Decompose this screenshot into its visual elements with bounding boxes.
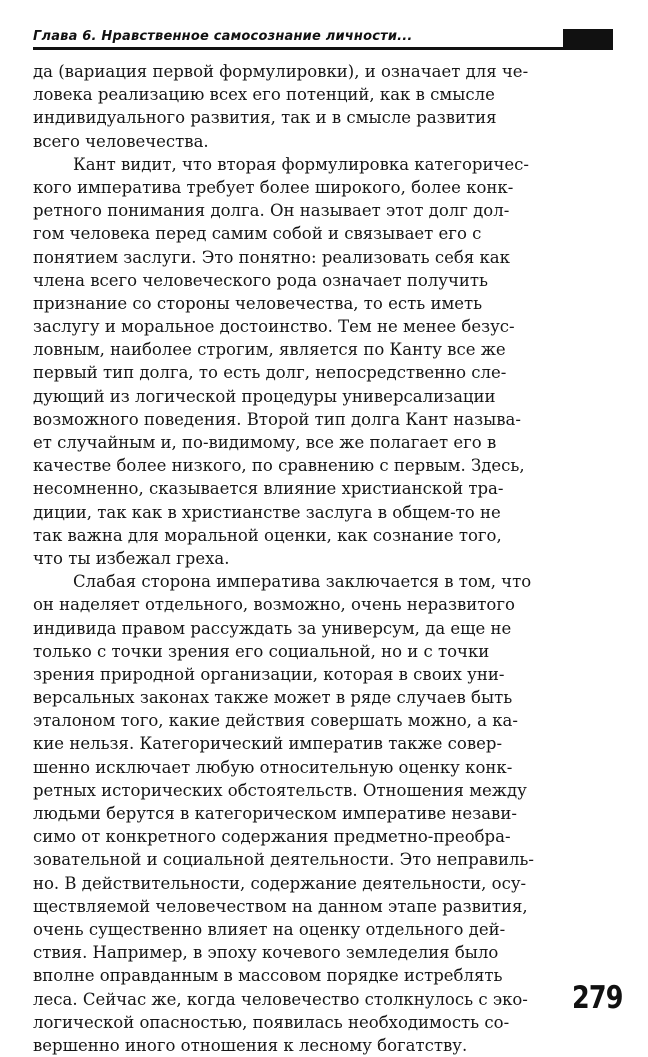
paragraph-first-line: Кант видит, что вторая формулировка категоричес- [73, 154, 529, 174]
text-line: ловным, наиболее строгим, является по Канту все же [33, 340, 506, 360]
text-line: зовательной и социальной деятельности. Это неправиль- [33, 850, 534, 870]
text-line: кие нельзя. Категорический императив также совер- [33, 734, 503, 754]
text-line: логической опасностью, появилась необходимость со- [33, 1012, 510, 1032]
text-line: кого императива требует более широкого, более конк- [33, 177, 514, 197]
text-line: понятием заслуги. Это понятно: реализовать себя как [33, 247, 510, 267]
text-line: возможного поведения. Второй тип долга Кант называ- [33, 409, 521, 429]
paragraph-first-line: Слабая сторона императива заключается в том, что [73, 572, 532, 592]
text-line: несомненно, сказывается влияние христианской тра- [33, 479, 504, 499]
text-line: ретных исторических обстоятельств. Отношения между [33, 780, 527, 800]
text-line: ретного понимания долга. Он называет этот долг дол- [33, 201, 510, 221]
text-line: очень существенно влияет на оценку отдельного дей- [33, 919, 506, 939]
text-line: члена всего человеческого рода означает получить [33, 270, 489, 290]
text-line: да (вариация первой формулировки), и означает для че- [33, 62, 529, 81]
header-rule [33, 47, 613, 50]
text-line: диции, так как в христианстве заслуга в общем-то не [33, 502, 501, 522]
text-line: индивида правом рассуждать за универсум, да еще не [33, 618, 512, 638]
text-line: людьми берутся в категорическом императиве незави- [33, 804, 517, 823]
text-line: вершенно иного отношения к лесному богатству. [33, 1035, 468, 1055]
text-line: эталоном того, какие действия совершать можно, а ка- [33, 711, 518, 731]
text-line: только с точки зрения его социальной, но и с точки [33, 641, 490, 661]
text-line: ловека реализацию всех его потенций, как в смысле [33, 85, 495, 105]
text-line: качестве более низкого, по сравнению с первым. Здесь, [33, 456, 525, 476]
text-line: версальных законах также может в ряде случаев быть [33, 688, 513, 708]
running-header [33, 26, 613, 50]
text-line: симо от конкретного содержания предметно-преобра- [33, 827, 511, 847]
text-line: что ты избежал греха. [33, 548, 230, 568]
text-line: признание со стороны человечества, то есть иметь [33, 293, 483, 313]
page-number: 279 [572, 980, 623, 1016]
text-line: он наделяет отдельного, возможно, очень неразвитого [33, 595, 515, 615]
running-title: Глава 6. Нравственное самосознание личности... [33, 29, 413, 44]
text-line: первый тип долга, то есть долг, непосредственно сле- [33, 363, 507, 383]
text-line: дующий из логической процедуры универсализации [33, 386, 496, 406]
text-line: гом человека перед самим собой и связывает его с [33, 224, 482, 244]
text-line: индивидуального развития, так и в смысле развития [33, 108, 497, 128]
text-line: так важна для моральной оценки, как сознание того, [33, 525, 502, 545]
text-line: заслугу и моральное достоинство. Тем не менее безус- [33, 317, 515, 337]
text-line: шенно исключает любую относительную оценку конк- [33, 757, 513, 777]
text-line: но. В действительности, содержание деятельности, осу- [33, 873, 527, 893]
text-line: всего человечества. [33, 131, 209, 151]
body-text [33, 60, 563, 1057]
text-line: ществляемой человечеством на данном этапе развития, [33, 896, 528, 916]
text-line: леса. Сейчас же, когда человечество столкнулось с эко- [33, 989, 528, 1009]
text-line: ствия. Например, в эпоху кочевого земледелия было [33, 943, 499, 963]
text-line: ет случайным и, по-видимому, все же полагает его в [33, 433, 497, 452]
text-line: зрения природной организации, которая в своих уни- [33, 664, 505, 684]
text-line: вполне оправданным в массовом порядке истреблять [33, 966, 503, 986]
